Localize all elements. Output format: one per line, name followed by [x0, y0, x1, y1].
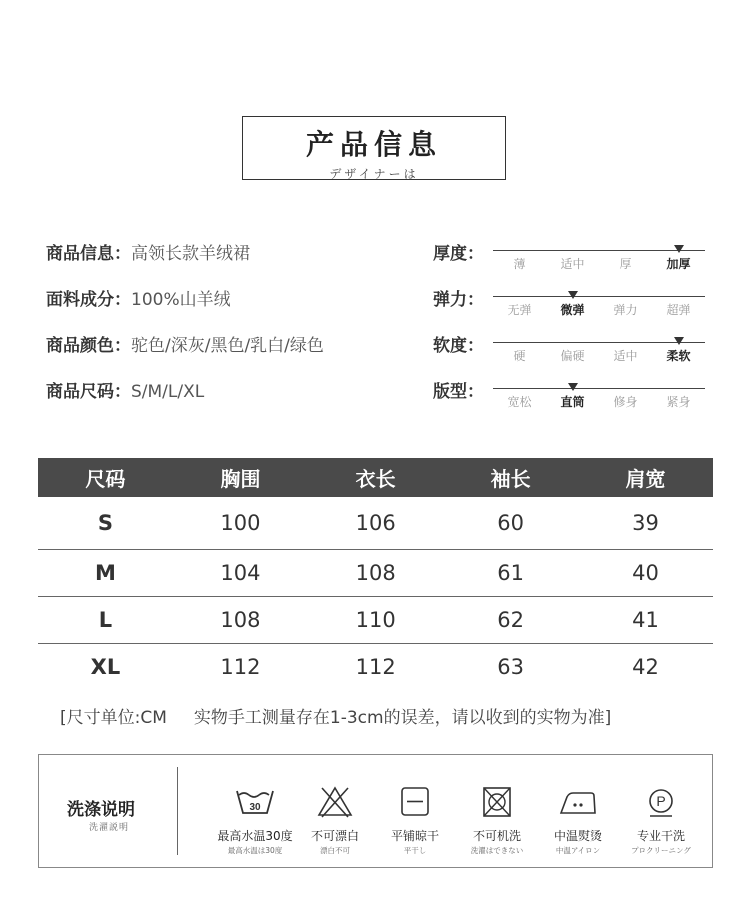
no-machine-wash-icon	[476, 785, 518, 819]
care-label: 中温熨烫	[553, 829, 602, 843]
scale-option: 修身	[613, 395, 638, 409]
flat-dry-shade-icon	[394, 785, 436, 819]
table-cell: 62	[443, 597, 578, 644]
table-row	[38, 644, 713, 691]
dry-clean-p-icon	[640, 785, 682, 819]
page-subtitle: デザイナーは	[329, 167, 419, 181]
scale-option: 直筒	[560, 395, 585, 409]
info-label: 商品颜色：	[46, 336, 131, 356]
scale-marker-icon	[568, 383, 578, 391]
wash-temp-text: 30	[249, 802, 261, 813]
info-row-name	[46, 240, 324, 286]
care-label: 平铺晾干	[390, 829, 439, 843]
care-item-iron-medium	[536, 785, 620, 856]
table-cell: 112	[220, 655, 261, 679]
table-cell: 42	[632, 655, 659, 679]
scale-option: 偏硬	[560, 349, 585, 363]
info-row-material	[46, 286, 324, 332]
scale-thickness	[433, 240, 713, 286]
scale-option: 弹力	[613, 303, 638, 317]
scale-elasticity	[433, 286, 713, 332]
info-label: 商品尺码：	[46, 382, 131, 402]
care-item-no-machine-wash	[455, 785, 539, 856]
care-label: 专业干洗	[636, 829, 685, 843]
size-table	[38, 458, 713, 690]
table-cell: 110	[308, 597, 443, 644]
info-label: 商品信息：	[46, 244, 131, 264]
page-title: 产品信息	[305, 128, 442, 161]
care-label-sub: 最高水温は30度	[227, 846, 283, 855]
scale-option: 厚	[619, 257, 632, 271]
wash-tub-30-icon	[234, 785, 276, 819]
care-item-dry-clean	[619, 785, 703, 856]
care-subtitle: 洗濯説明	[89, 823, 130, 833]
care-label-sub: 平干し	[403, 846, 427, 855]
scale-options	[493, 394, 705, 410]
table-cell: 100	[173, 497, 308, 550]
scale-option: 紧身	[666, 395, 691, 409]
care-item-flat-dry	[373, 785, 457, 856]
dry-clean-symbol: P	[656, 793, 666, 809]
table-cell: 40	[578, 550, 713, 597]
table-cell: 41	[578, 597, 713, 644]
scale-line	[493, 388, 705, 389]
info-value: 100%山羊绒	[131, 290, 231, 310]
scale-option: 加厚	[666, 257, 691, 271]
scale-marker-icon	[674, 337, 684, 345]
info-value: 高领长款羊绒裙	[131, 244, 250, 264]
column-header-bust: 胸围	[173, 458, 308, 497]
table-cell: 104	[173, 550, 308, 597]
divider	[177, 767, 178, 855]
scale-option: 柔软	[666, 349, 691, 363]
care-label-sub: 中温アイロン	[555, 846, 601, 855]
scale-option: 宽松	[507, 395, 532, 409]
care-item-no-bleach	[293, 785, 377, 856]
scale-line	[493, 296, 705, 297]
table-cell: 112	[355, 655, 396, 679]
column-header-size: 尺码	[38, 458, 173, 497]
scale-options	[493, 348, 705, 364]
care-item-wash-30	[213, 785, 297, 856]
scale-marker-icon	[568, 291, 578, 299]
table-row	[38, 497, 713, 550]
no-bleach-icon	[314, 785, 356, 819]
table-row	[38, 597, 713, 644]
column-header-shoulder: 肩宽	[578, 458, 713, 497]
scale-options	[493, 256, 705, 272]
table-header-row	[38, 458, 713, 497]
scale-option: 无弹	[507, 303, 532, 317]
scale-option: 微弹	[560, 303, 585, 317]
scale-label: 软度：	[433, 336, 484, 356]
care-label-sub: 洗濯はできない	[470, 846, 524, 855]
table-cell: 106	[308, 497, 443, 550]
iron-medium-icon	[557, 785, 599, 819]
table-row	[38, 550, 713, 597]
info-value: 驼色/深灰/黑色/乳白/绿色	[131, 336, 324, 356]
scale-option: 超弹	[666, 303, 691, 317]
scale-marker-icon	[674, 245, 684, 253]
table-cell: 108	[173, 597, 308, 644]
care-label: 不可机洗	[472, 829, 521, 843]
scale-softness	[433, 332, 713, 378]
table-cell: 39	[578, 497, 713, 550]
scale-label: 版型：	[433, 382, 484, 402]
table-cell-size: XL	[90, 655, 121, 679]
table-cell: 61	[443, 550, 578, 597]
care-label-sub: プロクリーニング	[631, 846, 691, 855]
table-cell: 108	[308, 550, 443, 597]
care-label-sub: 漂白不可	[320, 846, 350, 855]
info-value: S/M/L/XL	[131, 382, 205, 402]
care-instructions	[38, 754, 713, 868]
care-label: 最高水温30度	[217, 829, 293, 843]
care-title: 洗涤说明	[67, 800, 135, 820]
column-header-sleeve: 袖长	[443, 458, 578, 497]
scale-label: 弹力：	[433, 290, 484, 310]
scale-options	[493, 302, 705, 318]
table-cell-size: M	[38, 550, 173, 597]
table-cell-size: S	[38, 497, 173, 550]
scale-option: 硬	[513, 349, 526, 363]
scale-option: 薄	[513, 257, 526, 271]
info-row-sizes	[46, 378, 324, 424]
title-box	[242, 116, 506, 180]
product-info-list	[46, 240, 324, 424]
info-row-colors	[46, 332, 324, 378]
care-label: 不可漂白	[310, 829, 359, 843]
scale-option: 适中	[560, 257, 585, 271]
scale-option: 适中	[613, 349, 638, 363]
scale-label: 厚度：	[433, 244, 484, 264]
table-cell: 60	[443, 497, 578, 550]
attribute-scales	[433, 240, 713, 424]
column-header-length: 衣长	[308, 458, 443, 497]
size-note: [尺寸单位:CM 实物手工测量存在1-3cm的误差，请以收到的实物为准]	[60, 708, 612, 728]
scale-fit	[433, 378, 713, 424]
table-cell: 63	[497, 655, 525, 679]
table-cell-size: L	[38, 597, 173, 644]
info-label: 面料成分：	[46, 290, 131, 310]
